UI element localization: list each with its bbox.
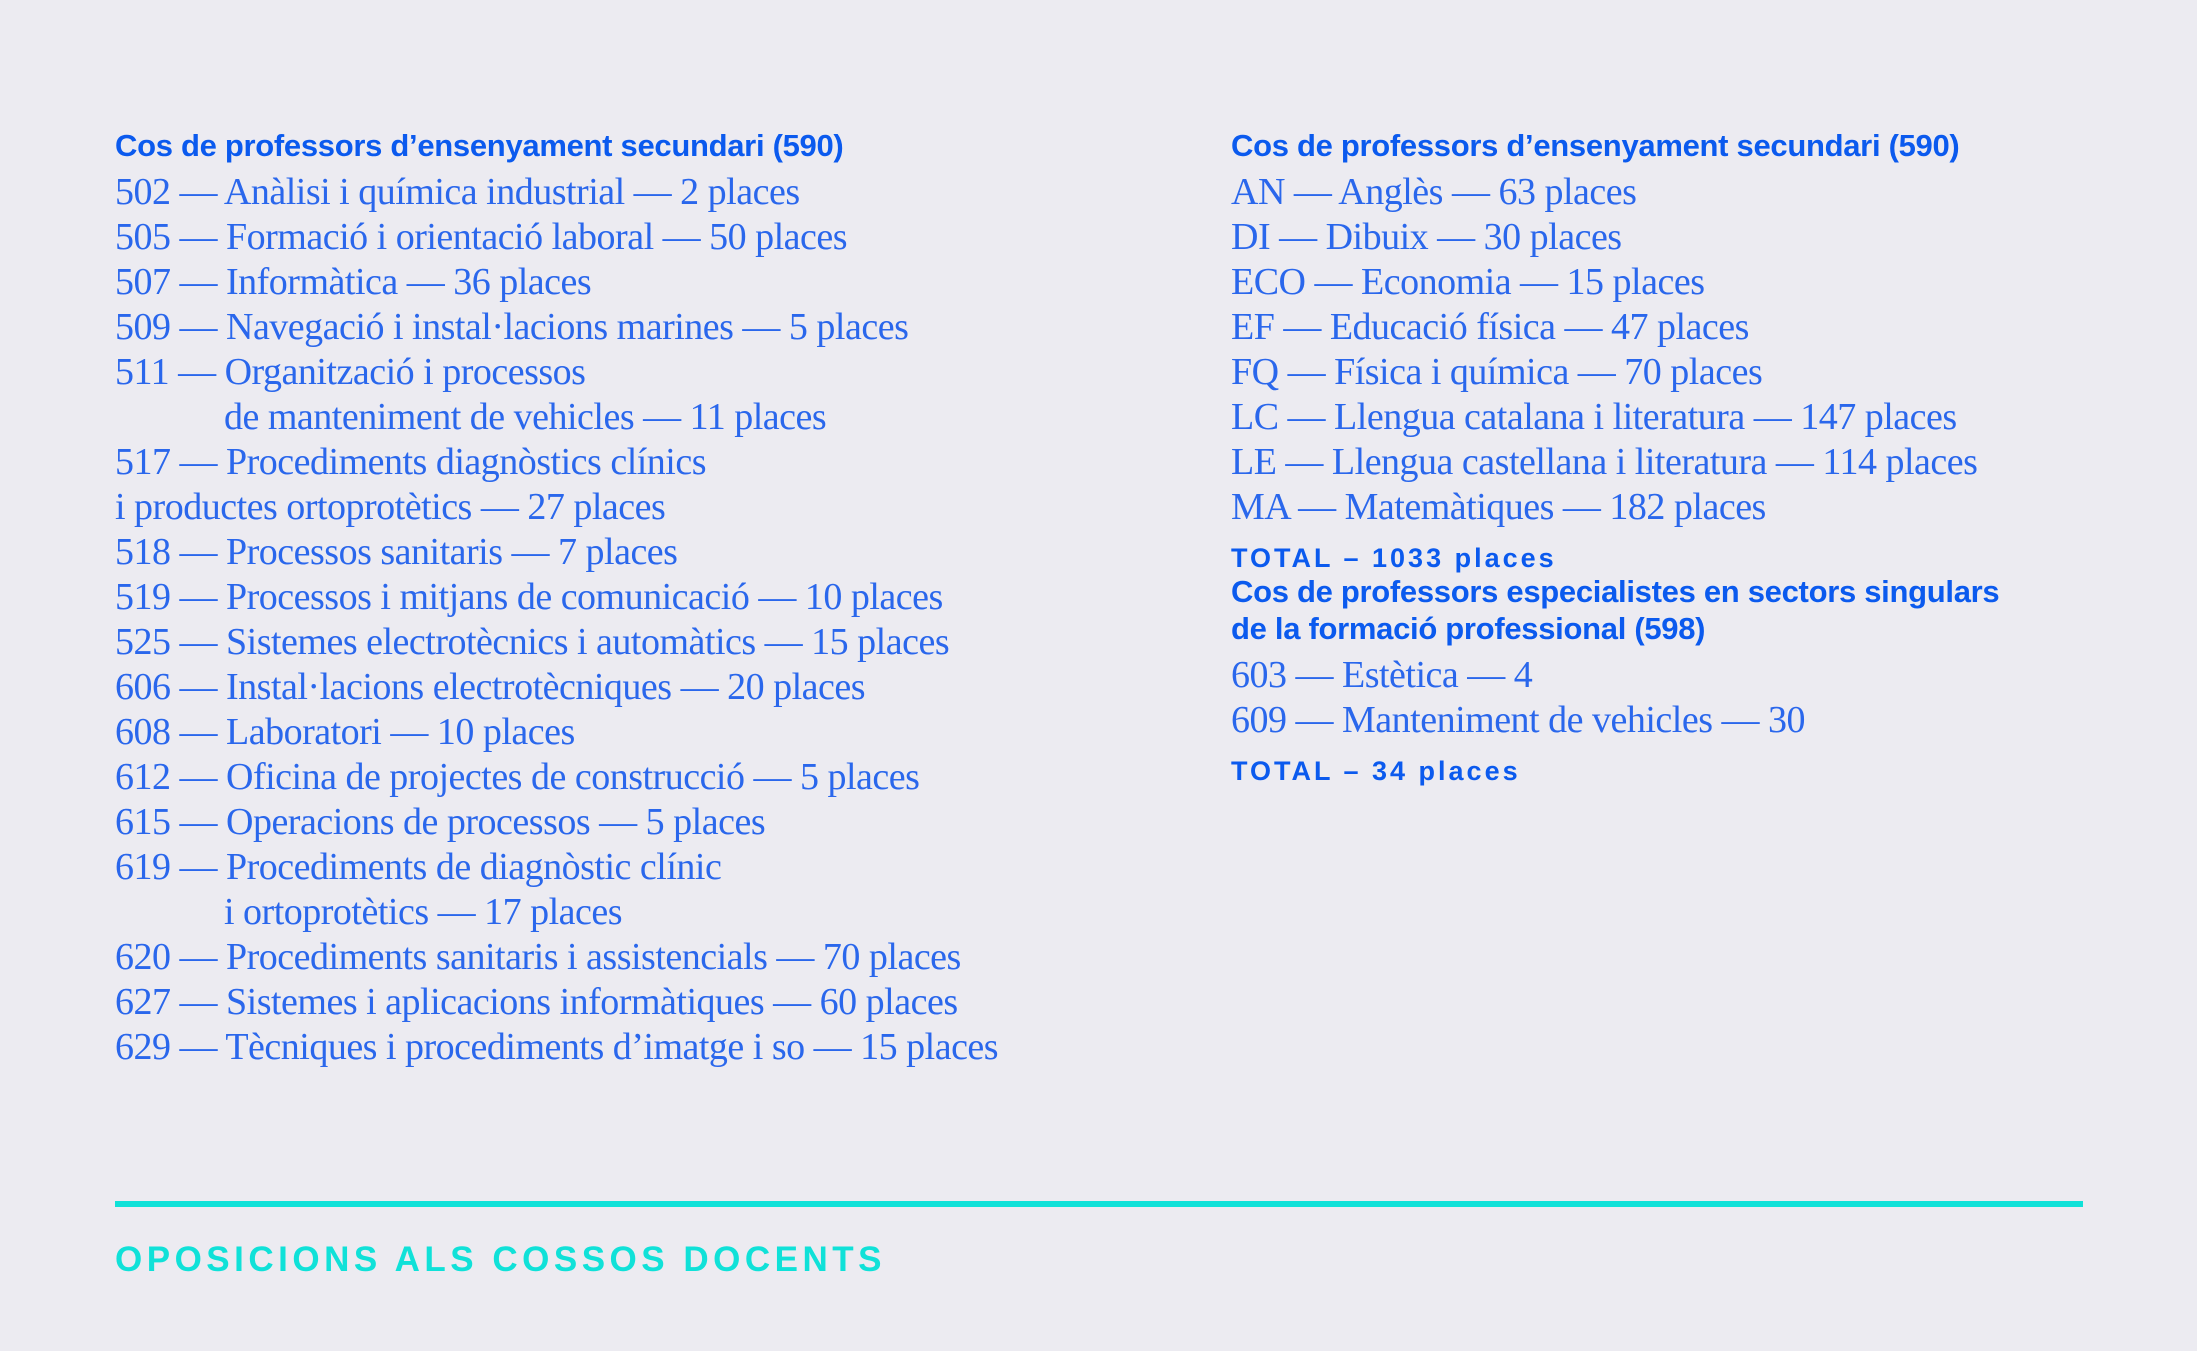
specialty-line: 615 — Operacions de processos — 5 places: [115, 801, 766, 843]
specialty-line: 517 — Procediments diagnòstics clínics: [115, 441, 707, 483]
specialty-line: 507 — Informàtica — 36 places: [115, 261, 592, 303]
specialty-line: 606 — Instal·lacions electrotècniques — 20 places: [115, 666, 866, 708]
specialty-line: ECO — Economia — 15 places: [1231, 261, 1705, 303]
specialty-line: 627 — Sistemes i aplicacions informàtiques — 60 places: [115, 981, 958, 1023]
specialty-line: EF — Educació física — 47 places: [1231, 306, 1749, 348]
specialty-line: 525 — Sistemes electrotècnics i automàtics — 15 places: [115, 621, 950, 663]
specialty-line: 511 — Organització i processos: [115, 351, 586, 393]
left-column: [115, 127, 1195, 1070]
section-heading-598: [1231, 573, 2181, 647]
section-heading-598-line2: de la formació professional (598): [1231, 611, 1706, 646]
specialty-line: 518 — Processos sanitaris — 7 places: [115, 531, 678, 573]
specialty-line: LE — Llengua castellana i literatura — 114 places: [1231, 441, 1978, 483]
specialty-list-598: [1231, 653, 2181, 743]
specialty-line: 620 — Procediments sanitaris i assistencials — 70 places: [115, 936, 961, 978]
specialty-line: 519 — Processos i mitjans de comunicació — 10 places: [115, 576, 943, 618]
specialty-line: LC — Llengua catalana i literatura — 147 places: [1231, 396, 1957, 438]
specialty-line: 629 — Tècniques i procediments d’imatge i so — 15 places: [115, 1026, 999, 1068]
section-heading-590-right: Cos de professors d’ensenyament secundari (590): [1231, 128, 1960, 163]
specialty-line: 609 — Manteniment de vehicles — 30: [1231, 699, 1805, 741]
specialty-line: AN — Anglès — 63 places: [1231, 171, 1637, 213]
specialty-list-590-left: [115, 170, 1195, 1070]
section-heading-598-line1: Cos de professors especialistes en sectors singulars: [1231, 574, 2000, 609]
right-column: [1231, 127, 2181, 786]
total-places-598: TOTAL – 34 places: [1231, 756, 1521, 786]
section-heading-590-left: Cos de professors d’ensenyament secundari (590): [115, 128, 844, 163]
specialty-line: 505 — Formació i orientació laboral — 50 places: [115, 216, 848, 258]
specialty-line: 502 — Anàlisi i química industrial — 2 places: [115, 171, 800, 213]
specialty-line: 608 — Laboratori — 10 places: [115, 711, 575, 753]
specialty-line: i ortoprotètics — 17 places: [224, 891, 623, 933]
specialty-line: MA — Matemàtiques — 182 places: [1231, 486, 1766, 528]
specialty-line: DI — Dibuix — 30 places: [1231, 216, 1622, 258]
specialty-line: 619 — Procediments de diagnòstic clínic: [115, 846, 722, 888]
specialty-line: i productes ortoprotètics — 27 places: [115, 486, 666, 528]
specialty-line: 509 — Navegació i instal·lacions marines — 5 places: [115, 306, 909, 348]
footer-divider-rule: [115, 1201, 2083, 1207]
specialty-line: 612 — Oficina de projectes de construcció — 5 places: [115, 756, 920, 798]
specialty-line: FQ — Física i química — 70 places: [1231, 351, 1763, 393]
footer-title: OPOSICIONS ALS COSSOS DOCENTS: [115, 1240, 886, 1279]
specialty-line: de manteniment de vehicles — 11 places: [224, 396, 827, 438]
specialty-line: 603 — Estètica — 4: [1231, 654, 1533, 696]
specialty-list-590-right: [1231, 170, 2181, 530]
total-places-590: TOTAL – 1033 places: [1231, 543, 1557, 573]
